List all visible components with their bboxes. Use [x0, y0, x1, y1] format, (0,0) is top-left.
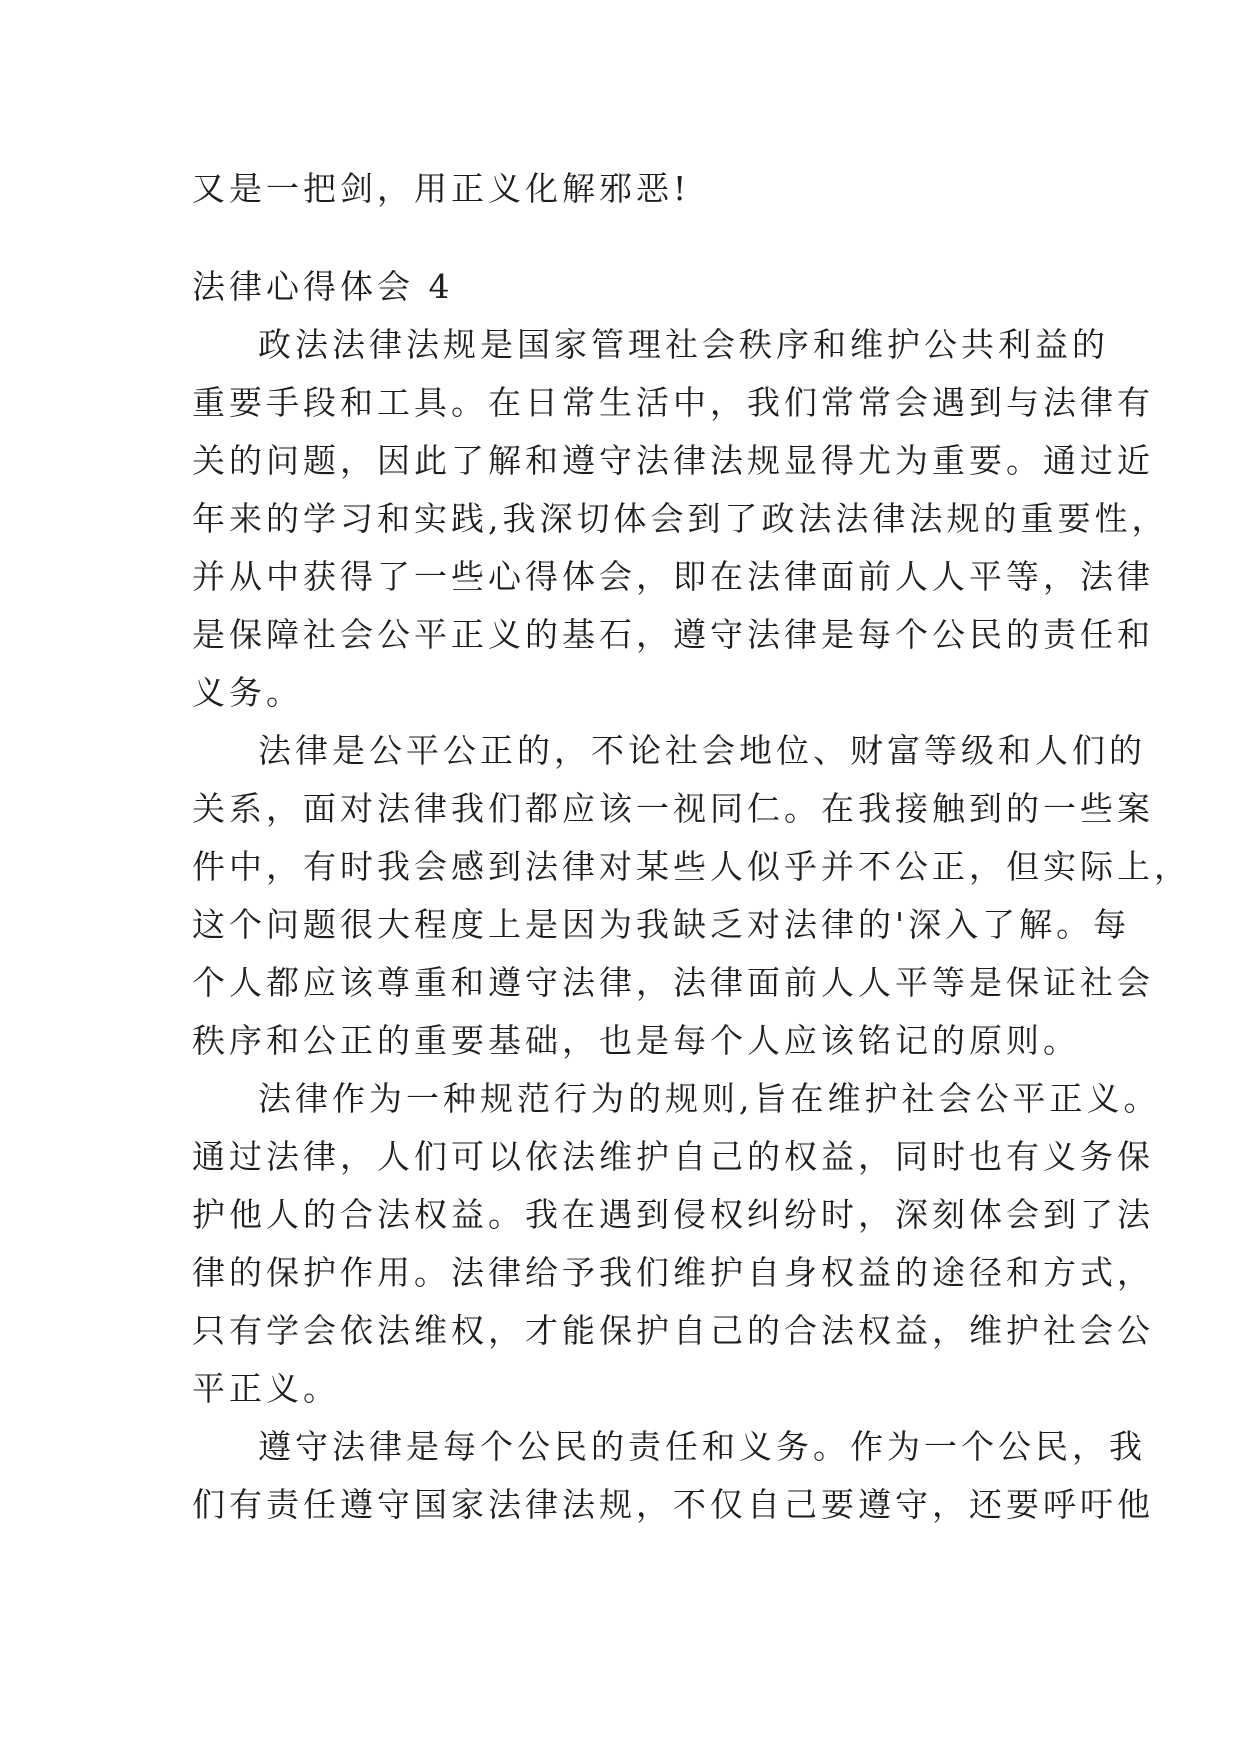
text-line: 年来的学习和实践,我深切体会到了政法法律法规的重要性，	[192, 499, 1169, 538]
text-line: 件中，有时我会感到法律对某些人似乎并不公正，但实际上，	[192, 847, 1191, 886]
text-line: 义务。	[192, 673, 303, 712]
text-line: 通过法律，人们可以依法维护自己的权益，同时也有义务保	[192, 1137, 1154, 1176]
text-line: 秩序和公正的重要基础，也是每个人应该铭记的原则。	[192, 1021, 1080, 1060]
text-line: 关系，面对法律我们都应该一视同仁。在我接触到的一些案	[192, 789, 1154, 828]
text-line: 又是一把剑，用正义化解邪恶!	[192, 169, 691, 208]
text-line: 护他人的合法权益。我在遇到侵权纠纷时，深刻体会到了法	[192, 1195, 1154, 1234]
document-body	[192, 160, 1191, 1534]
text-line: 是保障社会公平正义的基石，遵守法律是每个公民的责任和	[192, 615, 1154, 654]
text-line: 个人都应该尊重和遵守法律，法律面前人人平等是保证社会	[192, 963, 1154, 1002]
text-line: 遵守法律是每个公民的责任和义务。作为一个公民，我	[258, 1427, 1146, 1466]
text-line: 并从中获得了一些心得体会，即在法律面前人人平等，法律	[192, 557, 1154, 596]
text-line: 法律是公平公正的，不论社会地位、财富等级和人们的	[258, 731, 1146, 770]
section-heading: 法律心得体会 4	[192, 267, 454, 306]
paragraph-gap	[192, 218, 1050, 258]
text-line: 关的问题，因此了解和遵守法律法规显得尤为重要。通过近	[192, 441, 1154, 480]
text-line: 法律作为一种规范行为的规则,旨在维护社会公平正义。	[258, 1079, 1161, 1118]
text-line: 重要手段和工具。在日常生活中，我们常常会遇到与法律有	[192, 383, 1154, 422]
text-line: 这个问题很大程度上是因为我缺乏对法律的'深入了解。每	[192, 905, 1131, 944]
text-line: 只有学会依法维权，才能保护自己的合法权益，维护社会公	[192, 1311, 1154, 1350]
text-line: 平正义。	[192, 1369, 340, 1408]
text-line: 律的保护作用。法律给予我们维护自身权益的途径和方式，	[192, 1253, 1154, 1292]
text-line: 们有责任遵守国家法律法规，不仅自己要遵守，还要呼吁他	[192, 1485, 1154, 1524]
text-line: 政法法律法规是国家管理社会秩序和维护公共利益的	[258, 325, 1109, 364]
